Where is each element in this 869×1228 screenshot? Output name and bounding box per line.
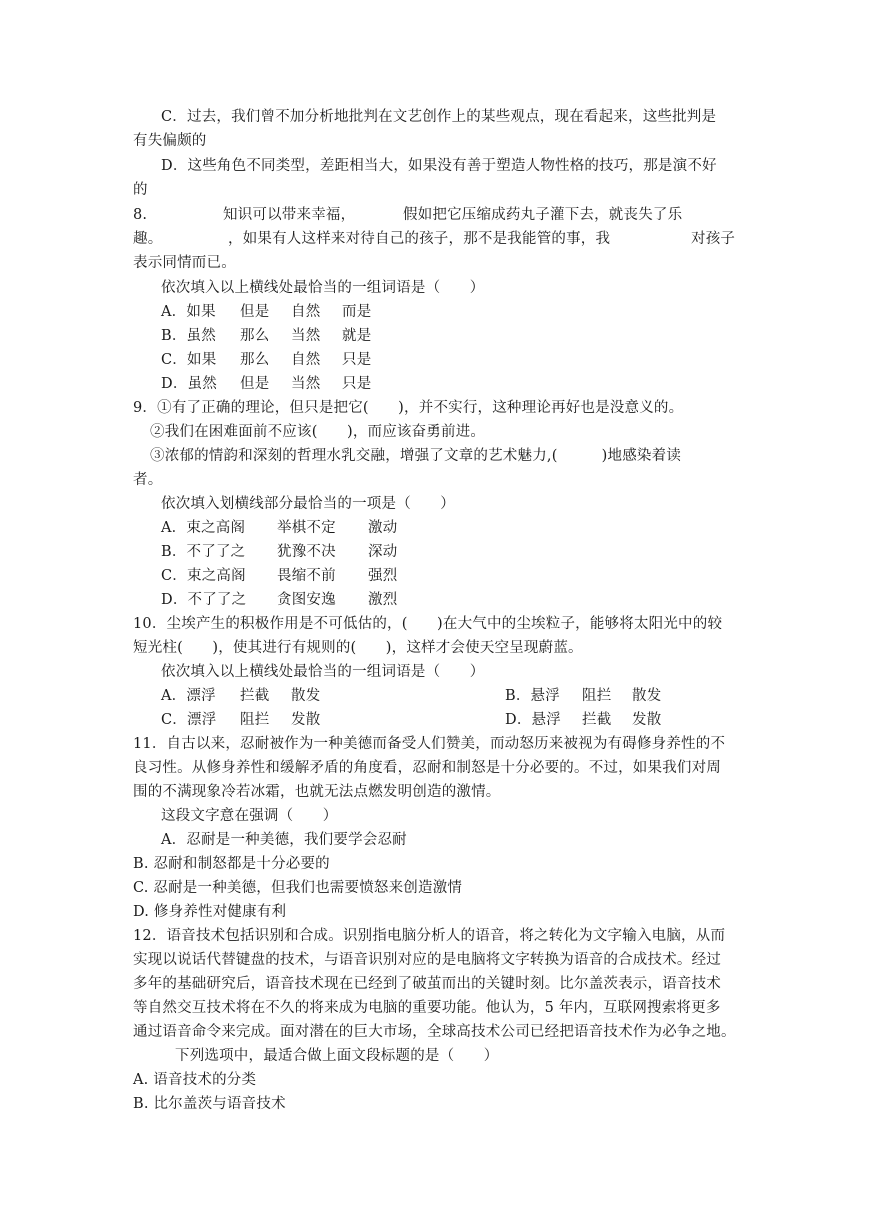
q9-option-a: A．束之高阁 — [161, 520, 246, 536]
q10-prompt: 依次填入以上横线处最恰当的一组词语是（ ） — [161, 664, 485, 680]
q9-option-c-word1: 畏缩不前 — [277, 568, 336, 584]
q9-line2: ②我们在困难面前不应该( )，而应该奋勇前进。 — [150, 424, 486, 440]
q10-option-a-word1: 拦截 — [240, 688, 270, 704]
q8-number: 8. — [133, 207, 148, 223]
q10-option-b-word1: 阻拦 — [582, 688, 612, 704]
q8-text-seg1: 知识可以带来幸福， — [223, 207, 356, 223]
q10-line2: 短光柱( )，使其进行有规则的( )，这样才会使天空呈现蔚蓝。 — [133, 640, 583, 656]
q8-option-b: B．虽然 — [161, 328, 216, 344]
q9-line3: ③浓郁的情韵和深刻的哲理水乳交融，增强了文章的艺术魅力,( )地感染着读 — [150, 448, 682, 464]
q8-option-c-word2: 自然 — [291, 352, 321, 368]
q11-line3: 围的不满现象冷若冰霜，也就无法点燃发明创造的激情。 — [133, 784, 501, 800]
q9-option-c-word2: 强烈 — [368, 568, 398, 584]
q11-option-d: D. 修身养性对健康有利 — [133, 904, 287, 920]
q11-option-c: C. 忍耐是一种美德，但我们也需要愤怒来创造激情 — [133, 880, 463, 896]
q8-option-b-word2: 当然 — [291, 328, 321, 344]
q8-option-d-word1: 但是 — [240, 376, 270, 392]
q8-option-a: A．如果 — [161, 304, 216, 320]
q7-option-d-line1: D．这些角色不同类型，差距相当大，如果没有善于塑造人物性格的技巧，那是演不好 — [161, 158, 717, 174]
q11-line2: 良习性。从修身养性和缓解矛盾的角度看，忍耐和制怒是十分必要的。不过，如果我们对周 — [133, 760, 721, 776]
q8-option-b-word3: 就是 — [342, 328, 372, 344]
q12-line2: 实现以说话代替键盘的技术，与语音识别对应的是电脑将文字转换为语音的合成技术。经过 — [133, 952, 721, 968]
q12-option-b: B. 比尔盖茨与语音技术 — [133, 1096, 286, 1112]
q8-prompt: 依次填入以上横线处最恰当的一组词语是（ ） — [161, 280, 485, 296]
q8-option-a-word1: 但是 — [240, 304, 270, 320]
q10-option-c: C．漂浮 — [161, 712, 217, 728]
q9-line1: 9．①有了正确的理论，但只是把它( )，并不实行，这种理论再好也是没意义的。 — [133, 400, 684, 416]
q8-option-c-word3: 只是 — [342, 352, 372, 368]
q9-option-d-word1: 贪图安逸 — [277, 592, 336, 608]
q9-option-b-word2: 深动 — [368, 544, 398, 560]
q9-prompt: 依次填入划横线部分最恰当的一项是（ ） — [161, 496, 455, 512]
q8-option-b-word1: 那么 — [240, 328, 270, 344]
q10-option-d: D．悬浮 — [505, 712, 561, 728]
q11-option-a: A．忍耐是一种美德，我们要学会忍耐 — [161, 832, 407, 848]
q12-line3: 多年的基础研究后，语音技术现在已经到了破茧而出的关键时刻。比尔盖茨表示，语音技术 — [133, 976, 721, 992]
q10-option-d-word1: 拦截 — [582, 712, 612, 728]
q8-option-d: D．虽然 — [161, 376, 217, 392]
q8-option-d-word2: 当然 — [291, 376, 321, 392]
q11-prompt: 这段文字意在强调（ ） — [161, 808, 338, 824]
q10-option-b: B．悬浮 — [505, 688, 560, 704]
q12-option-a: A. 语音技术的分类 — [133, 1072, 257, 1088]
q8-text-seg3: 趣。 — [133, 231, 163, 247]
q10-option-d-word2: 发散 — [632, 712, 662, 728]
q10-option-a: A．漂浮 — [161, 688, 216, 704]
q8-option-c-word1: 那么 — [240, 352, 270, 368]
q12-prompt: 下列选项中，最适合做上面文段标题的是（ ） — [175, 1048, 499, 1064]
q10-option-c-word1: 阻拦 — [240, 712, 270, 728]
q9-option-a-word1: 举棋不定 — [277, 520, 336, 536]
q7-option-d-line2: 的 — [133, 182, 148, 198]
q9-option-b: B．不了了之 — [161, 544, 246, 560]
q9-line4: 者。 — [133, 472, 163, 488]
q8-text-seg6: 表示同情而已。 — [133, 255, 236, 271]
q9-option-d: D．不了了之 — [161, 592, 247, 608]
q8-option-c: C．如果 — [161, 352, 217, 368]
q8-option-d-word3: 只是 — [342, 376, 372, 392]
q12-line1: 12．语音技术包括识别和合成。识别指电脑分析人的语音，将之转化为文字输入电脑，从而 — [133, 928, 726, 944]
q12-line5: 通过语音命令来完成。面对潜在的巨大市场，全球高技术公司已经把语音技术作为必争之地。 — [133, 1024, 736, 1040]
q10-line1: 10．尘埃产生的积极作用是不可低估的，( )在大气中的尘埃粒子，能够将太阳光中的较 — [133, 616, 723, 632]
q12-line4: 等自然交互技术将在不久的将来成为电脑的重要功能。他认为，5 年内，互联网搜索将更多 — [133, 1000, 721, 1016]
q9-option-c: C．束之高阁 — [161, 568, 246, 584]
q8-option-a-word2: 自然 — [291, 304, 321, 320]
q11-line1: 11．自古以来，忍耐被作为一种美德而备受人们赞美，而动怒历来被视为有碍修身养性的不 — [133, 736, 726, 752]
q8-option-a-word3: 而是 — [342, 304, 372, 320]
q10-option-b-word2: 散发 — [632, 688, 662, 704]
q8-text-seg2: 假如把它压缩成药丸子灌下去，就丧失了乐 — [403, 207, 683, 223]
q10-option-a-word2: 散发 — [291, 688, 321, 704]
q10-option-c-word2: 发散 — [291, 712, 321, 728]
q8-text-seg4: ，如果有人这样来对待自己的孩子，那不是我能管的事，我 — [228, 231, 611, 247]
q11-option-b: B. 忍耐和制怒都是十分必要的 — [133, 856, 330, 872]
q7-option-c-line2: 有失偏颇的 — [133, 133, 207, 149]
q9-option-a-word2: 激动 — [368, 520, 398, 536]
q7-option-c-line1: C．过去，我们曾不加分析地批判在文艺创作上的某些观点，现在看起来，这些批判是 — [161, 109, 717, 125]
q9-option-d-word2: 激烈 — [368, 592, 398, 608]
q8-text-seg5: 对孩子 — [691, 231, 736, 247]
q9-option-b-word1: 犹豫不决 — [277, 544, 336, 560]
